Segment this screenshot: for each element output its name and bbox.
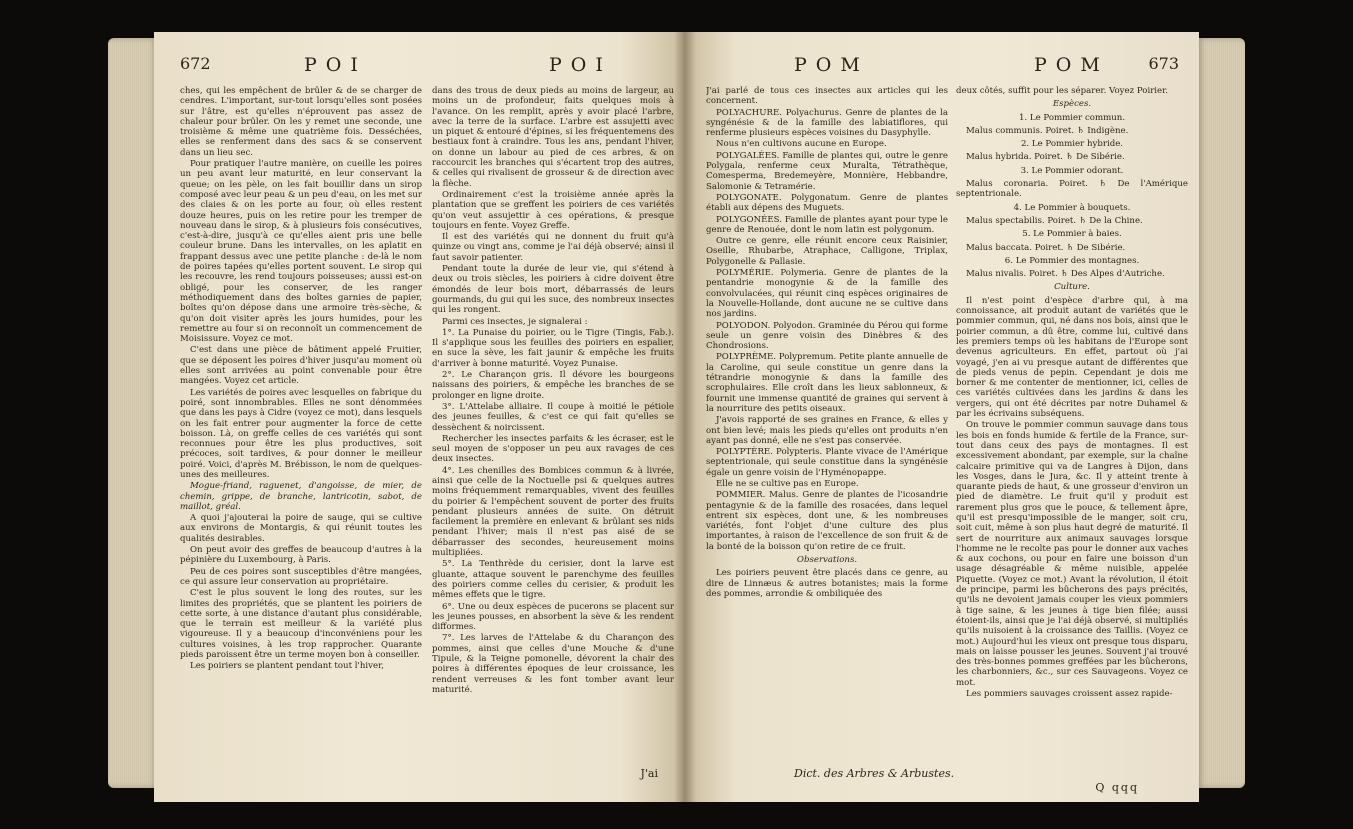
paragraph: J'ai parlé de tous ces insectes aux articles qui les concernent. xyxy=(706,86,948,107)
paragraph: Les poiriers peuvent être placés dans ce genre, au dire de Linnæus & autres botanistes; mais la forme des pommes, arrondie & ombiliquée des xyxy=(706,568,948,599)
paragraph: 6°. Une ou deux espèces de pucerons se placent sur les jeunes pousses, en absorbent la sève & les rendent difformes. xyxy=(432,601,674,633)
species-entry: Malus hybrida. Poiret. ♄ De Sibérie. xyxy=(966,152,1125,163)
species-entry: Malus coronaria. Poiret. ♄ De l'Amérique septentrionale. xyxy=(956,179,1188,200)
paragraph: Parmi ces insectes, je signalerai : xyxy=(442,316,588,327)
left-page-edges xyxy=(108,38,158,788)
book-gutter xyxy=(674,32,696,802)
paragraph: Outre ce genre, elle réunit encore ceux Raisinier, Oseille, Rhubarbe, Atraphace, Calligone, Triplax, Polygonelle & Pallasie. xyxy=(706,236,948,267)
paragraph: On trouve le pommier commun sauvage dans tous les bois en fonds humide & fertile de la France, sur-tout dans ceux des pays de montagnes. Il est excessivement abondant, par exemple, sur la chaîne calcaire primitive qui va de Langres à Dijon, dans les Vosges, dans le Jura, &c. Il y atteint trente à quarante pieds de haut, & une grosseur d'environ un pied de diamètre. Le fruit qu'il y produit est rarement plus gros que le pouce, & tellement âpre, qu'il est presqu'impossible de le manger, soit cru, soit cuit, même à son plus haut degré de maturité. Il sert de nourriture aux animaux sauvages lorsque l'homme ne le recolte pas pour le donner aux vaches & aux cochons, ou pour en faire une boisson d'un usage désagréable & même nuisible, appelée Piquette. (Voyez ce mot.) Avant la révolution, il étoit de principe, parmi les bûcherons des pays précités, qu'ils ne devoient jamais couper les vieux pommiers à tige saine, & les jeunes à tige bien filée; aussi étoient-ils, ainsi que je l'ai déjà observé, si multipliés qu'ils nuisoient à la croissance des Taillis. (Voyez ce mot.) Aujourd'hui les vieux ont presque tous disparu, mais on laisse pousser les jeunes. Souvent j'ai trouvé des très-bonnes pommes greffées par les bûcherons, les charbonniers, &c., sur ces Sauvageons. Voyez ce mot. xyxy=(956,420,1188,688)
right-page-edges xyxy=(1197,38,1245,788)
left-page-header xyxy=(154,54,684,84)
species-entry: 3. Le Pommier odorant. xyxy=(1020,165,1124,176)
paragraph: C'est dans une pièce de bâtiment appelé Fruitier, que se déposent les poires d'hiver jusqu'au moment où elles sont arrivées au point convenable pour être mangées. Voyez cet article. xyxy=(180,345,422,387)
paragraph: Rechercher les insectes parfaits & les écraser, est le seul moyen de s'opposer un peu aux ravages de ces deux insectes. xyxy=(432,433,674,465)
paragraph: Elle ne se cultive pas en Europe. xyxy=(716,478,859,489)
paragraph: deux côtés, suffit pour les séparer. Voyez Poirier. xyxy=(956,86,1169,96)
running-head: POM xyxy=(794,54,869,76)
text-column-1 xyxy=(706,86,948,792)
paragraph: Mogue-friand, raguenet, d'angoisse, de mier, de chemin, grippe, de branche, lantricotin, sabot, de maillot, gréal. xyxy=(180,481,422,512)
section-heading: Espèces. xyxy=(1052,99,1092,110)
text-column-1 xyxy=(180,86,422,792)
paragraph: POLYACHURE. Polyachurus. Genre de plantes de la syngénésie & de la famille des labiatiflores, qui renferme plusieurs espèces voisines du Dasyphylle. xyxy=(706,107,948,139)
running-head: POI xyxy=(549,54,612,76)
text-column-2 xyxy=(956,86,1188,792)
running-head: POI xyxy=(304,54,367,76)
paragraph: POLYGONATE. Polygonatum. Genre de plantes établi aux dépens des Muguets. xyxy=(706,192,948,214)
species-entry: Malus communis. Poiret. ♄ Indigène. xyxy=(966,125,1129,136)
paragraph: Les poiriers se plantent pendant tout l'hiver, xyxy=(190,661,384,672)
paragraph: Peu de ces poires sont susceptibles d'être mangées, ce qui assure leur conservation au propriétaire. xyxy=(180,566,422,587)
paragraph: POLYGONÉES. Famille de plantes ayant pour type le genre de Renouée, dont le nom latin est polygonum. xyxy=(706,214,948,235)
paragraph: Pour pratiquer l'autre manière, on cueille les poires un peu avant leur maturité, en leur conservant la queue; on les pèle, on les fait bouillir dans un sirop composé avec leur peau & un peu d'eau, on les met sur des claies & on les porte au four, où elles restent douze heures, puis on les retire pour les tremper de nouveau dans le sirop, & à plusieurs fois consécutives, c'est-à-dire, jusqu'à ce qu'elles aient pris une belle couleur brune. Dans les intervalles, on les aplatit en frappant dessus avec une petite planche : de-là le nom de poires tapées qu'elles portent souvent. Le sirop qui les recouvre, les rend toujours poisseuses; aussi est-on obligé, pour les conserver, de les ranger méthodiquement dans des boîtes garnies de papier, boîtes qu'on dépose dans une armoire très-sèche, & qu'on doit visiter après les jours humides, pour les remettre au four si on reconnoît un commencement de Moisissure. Voyez ce mot. xyxy=(180,159,422,345)
paragraph: 7°. Les larves de l'Attelabe & du Charançon des pommes, ainsi que celles d'une Mouche & d'une Tipule, & la Teigne pomonelle, dévorent la chair des poires à différentes époques de leur croissance, les rendent verreuses & les font tomber avant leur maturité. xyxy=(432,633,674,695)
paragraph: C'est le plus souvent le long des routes, sur les limites des propriétés, que se plantent les poiriers de cette sorte, à une distance d'autant plus considérable, que le terrain est meilleur & la variété plus vigoureuse. Il y a beaucoup d'inconvéniens pour les cultures voisines, à les trop rapprocher. Quarante pieds paroissent être un terme moyen bon à conseiller. xyxy=(180,588,422,661)
signature-mark: Q qqq xyxy=(1095,781,1139,794)
paragraph: 2°. Le Charançon gris. Il dévore les bourgeons naissans des poiriers, & empêche les branches de se prolonger en ligne droite. xyxy=(432,370,674,401)
species-entry: 6. Le Pommier des montagnes. xyxy=(1004,255,1140,266)
paragraph: POLYMÉRIE. Polymeria. Genre de plantes de la pentandrie monogynie & de la famille des convolvulacées, qui réunit cinq espèces originaires de la Nouvelle-Hollande, dont aucune ne se cultive dans nos jardins. xyxy=(706,268,948,320)
open-book xyxy=(108,28,1245,806)
paragraph: Nous n'en cultivons aucune en Europe. xyxy=(716,139,887,150)
species-entry: Malus spectabilis. Poiret. ♄ De la Chine. xyxy=(966,215,1143,226)
paragraph: J'avois rapporté de ses graines en France, & elles y ont bien levé; mais les pieds qu'elles ont produits n'en ayant pas donné, elle ne s'est pas conservée. xyxy=(706,415,948,446)
paragraph: POLYPTÈRE. Polypteris. Plante vivace de l'Amérique septentrionale, qui seule constitue dans la syngénésie égale un genre voisin de l'Hyménopappe. xyxy=(706,447,948,478)
species-entry: 1. Le Pommier commun. xyxy=(1018,112,1126,123)
running-head: POM xyxy=(1034,54,1109,76)
paragraph: Pendant toute la durée de leur vie, qui s'étend à deux ou trois siècles, les poiriers à cidre doivent être émondés de leur bois mort, débarrassés de leurs gourmands, du gui qui les suce, des nombreux insectes qui les rongent. xyxy=(432,264,674,316)
paragraph: On peut avoir des greffes de beaucoup d'autres à la pépinière du Luxembourg, à Paris. xyxy=(180,545,422,566)
species-entry: Malus baccata. Poiret. ♄ De Sibérie. xyxy=(966,242,1126,253)
paragraph: dans des trous de deux pieds au moins de largeur, au moins un de profondeur, faits quelques mois à l'avance. On les remplit, après y avoir placé l'arbre, avec la terre de la surface. L'arbre est assujetti avec un piquet & entouré d'épines, si les fréquentemens des bestiaux font à craindre. Tous les ans, pendant l'hiver, on donne un labour au pied de ces arbres, & on raccourcit les branches qui s'écartent trop des autres, & celles qui rivalisent de grosseur & de direction avec la flèche. xyxy=(432,86,674,189)
section-heading: Culture. xyxy=(1054,282,1090,293)
paragraph: 4°. Les chenilles des Bombices commun & à livrée, ainsi que celle de la Noctuelle psi & quelques autres moins fréquemment remarquables, vivent des feuilles du poirier & l'empêchent souvent de porter des fruits pendant plusieurs années de suite. On détruit facilement la première en enlevant & brûlant ses nids pendant l'hiver; mais il n'est pas aisé de se débarrasser des secondes, heureusement moins multipliées. xyxy=(432,465,674,559)
species-entry: 2. Le Pommier hybride. xyxy=(1020,139,1124,150)
paragraph: POLYODON. Polyodon. Graminée du Pérou qui forme seule un genre voisin des Dinèbres & des Chondrosions. xyxy=(706,320,948,352)
paragraph: Ordinairement c'est la troisième année après la plantation que se greffent les poiriers de ces variétés qu'on veut assujettir à ces opérations, & presque toujours en fente. Voyez Greffe. xyxy=(432,189,674,231)
footer-note: Dict. des Arbres & Arbustes. xyxy=(794,767,955,780)
page-number: 672 xyxy=(180,54,211,73)
catchword: J'ai xyxy=(640,767,658,780)
paragraph: Il est des variétés qui ne donnent du fruit qu'à quinze ou vingt ans, comme je l'ai déjà observé; ainsi il faut savoir patienter. xyxy=(432,232,674,263)
species-entry: 4. Le Pommier à bouquets. xyxy=(1013,202,1131,213)
left-page xyxy=(154,32,684,802)
paragraph: 1°. La Punaise du poirier, ou le Tigre (Tingis, Fab.). Il s'applique sous les feuilles des poiriers en espalier, en suce la sève, les fait jaunir & empêche les fruits d'arriver à bonne maturité. Voyez Punaise. xyxy=(432,327,674,369)
paragraph: POLYPRÈME. Polypremum. Petite plante annuelle de la Caroline, qui seule constitue un genre dans la tétrandrie monogynie & dans la famille des scrophulaires. Elle croît dans les lieux sablonneux, & fournit une immense quantité de graines qui servent à la nourriture des petits oiseaux. xyxy=(706,352,948,414)
paragraph: A quoi j'ajouterai la poire de sauge, qui se cultive aux environs de Montargis, & qui réunit toutes les qualités desirables. xyxy=(180,513,422,544)
paragraph: ches, qui les empêchent de brûler & de se charger de cendres. L'important, sur-tout lorsqu'elles sont posées sur l'âtre, est qu'elles n'éprouvent pas assez de chaleur pour brûler. On les y remet une seconde, une troisième & même une quatrième fois. Desséchées, elles se renferment dans des sacs & se conservent dans un lieu sec. xyxy=(180,86,422,158)
paragraph: Il n'est point d'espèce d'arbre qui, à ma connoissance, ait produit autant de variétés que le pommier commun, qui, né dans nos bois, ainsi que le poirier commun, a dû être, comme lui, cultivé dans les premiers temps où les habitans de l'Europe sont devenus agriculteurs. En effet, partout où j'ai voyagé, j'en ai vu presque autant de différentes que de pieds venus de pepin. Cependant je dois me borner & me contenter de mentionner, ici, celles de ces variétés cultivées dans les jardins & dans les vergers, qui ont été décrites par notre Duhamel & par les écrivains subséquens. xyxy=(956,295,1188,420)
text-column-2 xyxy=(432,86,674,792)
page-number: 673 xyxy=(1148,54,1179,73)
paragraph: 3°. L'Attelabe alliaire. Il coupe à moitié le pétiole des jeunes feuilles, & c'est ce qui fait qu'elles se dessèchent & noircissent. xyxy=(432,401,674,433)
species-entry: Malus nivalis. Poiret. ♄ Des Alpes d'Autriche. xyxy=(966,269,1165,280)
right-page xyxy=(684,32,1199,802)
paragraph: POLYGALÉES. Famille de plantes qui, outre le genre Polygala, renferme ceux Muralta, Tétrathèque, Comesperma, Bredemeyère, Monnière, Hebbandre, Salomonie & Tetramérie. xyxy=(706,150,948,192)
paragraph: 5°. La Tenthrède du cerisier, dont la larve est gluante, attaque souvent le parenchyme des feuilles des poiriers comme celles du cerisier, & produit les mêmes effets que le tigre. xyxy=(432,559,674,601)
paragraph: Les pommiers sauvages croissent assez rapide- xyxy=(966,689,1173,700)
section-heading: Observations. xyxy=(796,555,858,566)
paragraph: POMMIER. Malus. Genre de plantes de l'icosandrie pentagynie & de la famille des rosacées, dans lequel entrent six espèces, dont une, & les nombreuses variétés, font l'objet d'une culture des plus importantes, à raison de l'excellence de son fruit & de la bonté de la boisson qu'on retire de ce fruit. xyxy=(706,490,948,552)
paragraph: Les variétés de poires avec lesquelles on fabrique du poiré, sont innombrables. Elles ne sont dénommées que dans les pays à Cidre (voyez ce mot), dans lesquels on les fait entrer pour augmenter la force de cette boisson. Là, on greffe celles de ces variétés qui sont reconnues pour être les plus productives, soit précoces, soit tardives, & pour donner le meilleur poiré. Voici, d'après M. Brébisson, le nom de quelques-unes des meilleures. xyxy=(180,387,422,480)
right-page-header xyxy=(684,54,1199,84)
species-entry: 5. Le Pommier à baies. xyxy=(1022,229,1122,240)
